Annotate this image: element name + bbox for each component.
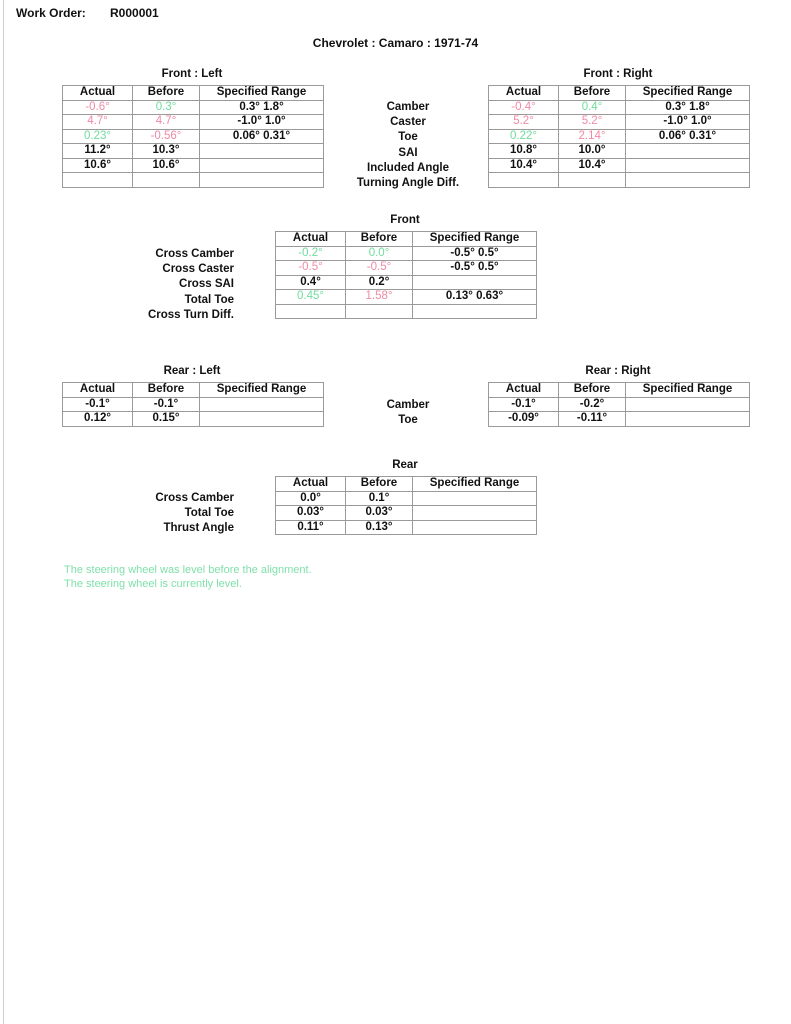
header-before: Before	[133, 86, 200, 101]
table-row-sai	[63, 144, 324, 159]
before-value: 0.2°	[346, 275, 413, 290]
header-before: Before	[559, 86, 626, 101]
table-row-cross-sai	[276, 275, 537, 290]
front-left-title: Front : Left	[161, 68, 223, 80]
actual-value: 0.0°	[276, 491, 346, 506]
actual-value: 5.2°	[489, 115, 559, 130]
header-specified-range: Specified Range	[200, 383, 324, 398]
table-header-row	[276, 477, 537, 492]
front-cross-title: Front	[390, 214, 420, 226]
actual-value: -0.4°	[489, 100, 559, 115]
before-value: 1.58°	[346, 290, 413, 305]
before-value: -0.5°	[346, 261, 413, 276]
table-row-camber	[63, 100, 324, 115]
rear-right-table	[488, 382, 750, 427]
table-row-cross-camber	[276, 491, 537, 506]
before-value: 0.03°	[346, 506, 413, 521]
before-value: 10.3°	[133, 144, 200, 159]
before-value: 2.14°	[559, 129, 626, 144]
table-header-row	[276, 232, 537, 247]
actual-value: 0.12°	[63, 412, 133, 427]
range-value	[413, 275, 537, 290]
before-value	[346, 304, 413, 319]
before-value: -0.11°	[559, 412, 626, 427]
before-value: 10.6°	[133, 158, 200, 173]
range-value	[626, 158, 750, 173]
table-row-camber	[489, 397, 750, 412]
table-row-total-toe	[276, 290, 537, 305]
range-value: 0.06° 0.31°	[200, 129, 324, 144]
table-row-caster	[63, 115, 324, 130]
table-row-included-angle	[63, 158, 324, 173]
actual-value: -0.2°	[276, 246, 346, 261]
table-row-cross-camber	[276, 246, 537, 261]
header-actual: Actual	[276, 477, 346, 492]
actual-value: -0.09°	[489, 412, 559, 427]
header-actual: Actual	[276, 232, 346, 247]
header-specified-range: Specified Range	[200, 86, 324, 101]
table-header-row	[63, 383, 324, 398]
rear-right-title: Rear : Right	[585, 365, 651, 377]
steering-note-before: The steering wheel was level before the alignment.	[64, 564, 312, 576]
actual-value: 0.4°	[276, 275, 346, 290]
actual-value: 10.6°	[63, 158, 133, 173]
before-value: 0.3°	[133, 100, 200, 115]
header-before: Before	[346, 232, 413, 247]
actual-value: 0.03°	[276, 506, 346, 521]
range-value	[413, 506, 537, 521]
before-value: 0.1°	[346, 491, 413, 506]
label-cross-caster: Cross Caster	[162, 263, 234, 276]
front-right-title: Front : Right	[583, 68, 653, 80]
actual-value: -0.1°	[489, 397, 559, 412]
table-row-caster	[489, 115, 750, 130]
range-value	[626, 144, 750, 159]
steering-note-current: The steering wheel is currently level.	[64, 578, 242, 590]
label-thrust-angle: Thrust Angle	[163, 522, 234, 535]
table-header-row	[489, 86, 750, 101]
before-value: 0.4°	[559, 100, 626, 115]
table-row-turning-angle-diff	[63, 173, 324, 188]
actual-value: -0.6°	[63, 100, 133, 115]
range-value: -0.5° 0.5°	[413, 246, 537, 261]
range-value: 0.3° 1.8°	[200, 100, 324, 115]
range-value: -1.0° 1.0°	[626, 115, 750, 130]
before-value: -0.2°	[559, 397, 626, 412]
header-actual: Actual	[489, 383, 559, 398]
table-row-sai	[489, 144, 750, 159]
range-value	[200, 158, 324, 173]
front-right-table	[488, 85, 750, 188]
work-order-number: R000001	[110, 6, 159, 20]
range-value	[413, 520, 537, 535]
range-value: 0.3° 1.8°	[626, 100, 750, 115]
label-cross-camber: Cross Camber	[155, 248, 234, 260]
before-value: 0.15°	[133, 412, 200, 427]
label-camber: Camber	[386, 399, 430, 411]
table-row-toe	[63, 412, 324, 427]
header-specified-range: Specified Range	[626, 86, 750, 101]
label-sai: SAI	[398, 146, 418, 159]
range-value: -0.5° 0.5°	[413, 261, 537, 276]
actual-value: 4.7°	[63, 115, 133, 130]
range-value	[413, 304, 537, 319]
header-actual: Actual	[63, 86, 133, 101]
scan-edge-line	[3, 0, 4, 1024]
rear-cross-title: Rear	[392, 459, 418, 471]
table-row-total-toe	[276, 506, 537, 521]
actual-value: 11.2°	[63, 144, 133, 159]
table-row-toe	[489, 412, 750, 427]
range-value	[413, 491, 537, 506]
table-row-cross-caster	[276, 261, 537, 276]
actual-value	[63, 173, 133, 188]
before-value: -0.1°	[133, 397, 200, 412]
actual-value: 10.8°	[489, 144, 559, 159]
actual-value: 0.23°	[63, 129, 133, 144]
range-value: -1.0° 1.0°	[200, 115, 324, 130]
label-cross-sai: Cross SAI	[179, 278, 234, 291]
work-order-label: Work Order:	[16, 6, 86, 20]
before-value: 10.0°	[559, 144, 626, 159]
actual-value: 0.45°	[276, 290, 346, 305]
header-before: Before	[559, 383, 626, 398]
table-row-cross-turn-diff	[276, 304, 537, 319]
label-total-toe: Total Toe	[184, 293, 234, 306]
range-value	[626, 173, 750, 188]
front-left-table	[62, 85, 324, 188]
header-specified-range: Specified Range	[413, 477, 537, 492]
front-measurement-labels	[328, 100, 488, 191]
table-row-camber	[489, 100, 750, 115]
front-cross-table	[275, 231, 537, 319]
range-value	[200, 144, 324, 159]
range-value	[200, 412, 324, 427]
range-value: 0.06° 0.31°	[626, 129, 750, 144]
label-caster: Caster	[390, 116, 426, 129]
before-value: 10.4°	[559, 158, 626, 173]
range-value: 0.13° 0.63°	[413, 290, 537, 305]
table-row-camber	[63, 397, 324, 412]
table-row-included-angle	[489, 158, 750, 173]
before-value: 0.0°	[346, 246, 413, 261]
table-row-thrust-angle	[276, 520, 537, 535]
label-total-toe: Total Toe	[184, 507, 234, 520]
range-value	[626, 412, 750, 427]
rear-cross-labels	[100, 491, 234, 537]
range-value	[626, 397, 750, 412]
actual-value: 0.11°	[276, 520, 346, 535]
before-value: 4.7°	[133, 115, 200, 130]
actual-value: 0.22°	[489, 129, 559, 144]
front-cross-labels	[100, 247, 234, 323]
actual-value: -0.1°	[63, 397, 133, 412]
range-value	[200, 397, 324, 412]
label-included-angle: Included Angle	[367, 161, 449, 174]
header-actual: Actual	[63, 383, 133, 398]
before-value	[133, 173, 200, 188]
label-toe: Toe	[398, 131, 418, 144]
actual-value: 10.4°	[489, 158, 559, 173]
header-specified-range: Specified Range	[626, 383, 750, 398]
table-row-toe	[63, 129, 324, 144]
header-specified-range: Specified Range	[413, 232, 537, 247]
label-toe: Toe	[398, 414, 418, 427]
rear-measurement-labels	[328, 398, 488, 428]
label-camber: Camber	[386, 101, 430, 113]
header-actual: Actual	[489, 86, 559, 101]
before-value	[559, 173, 626, 188]
before-value: 0.13°	[346, 520, 413, 535]
before-value: 5.2°	[559, 115, 626, 130]
label-turning-angle-diff: Turning Angle Diff.	[356, 176, 460, 189]
before-value: -0.56°	[133, 129, 200, 144]
actual-value	[276, 304, 346, 319]
rear-left-title: Rear : Left	[163, 365, 221, 377]
actual-value	[489, 173, 559, 188]
header-before: Before	[133, 383, 200, 398]
range-value	[200, 173, 324, 188]
header-before: Before	[346, 477, 413, 492]
rear-cross-table	[275, 476, 537, 535]
table-row-turning-angle-diff	[489, 173, 750, 188]
vehicle-title: Chevrolet : Camaro : 1971-74	[312, 36, 479, 50]
label-cross-turn-diff: Cross Turn Diff.	[147, 308, 234, 321]
rear-left-table	[62, 382, 324, 427]
actual-value: -0.5°	[276, 261, 346, 276]
table-row-toe	[489, 129, 750, 144]
table-header-row	[63, 86, 324, 101]
label-cross-camber: Cross Camber	[155, 492, 234, 504]
table-header-row	[489, 383, 750, 398]
